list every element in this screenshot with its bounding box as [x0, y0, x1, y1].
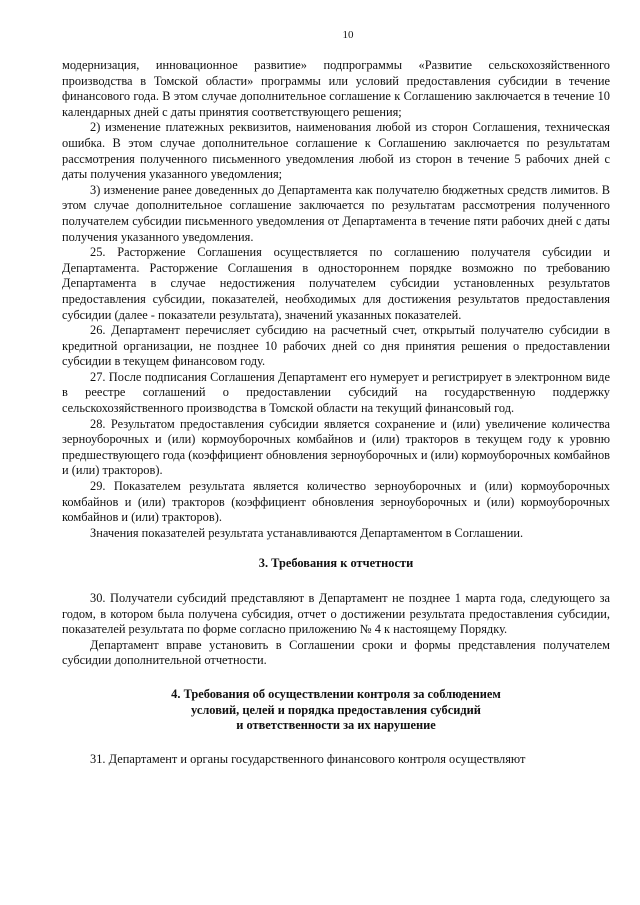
paragraph-31: 31. Департамент и органы государственного финансового контроля осуществляют [90, 751, 526, 766]
section-3-heading: 3. Требования к отчетности [258, 556, 414, 571]
body-top [62, 58, 610, 541]
section-4-heading-line-1: 4. Требования об осуществлении контроля за соблюдением [171, 686, 501, 701]
paragraph-29: 29. Показателем результата является количество зерноуборочных и (или) кормоуборочных комбайнов и (или) тракторов (коэффициент обновления зерноуборочных и (или) кормоуборочных комбайнов и (или) тракторов). [62, 479, 610, 525]
section-4-heading-line-3: и ответственности за их нарушение [236, 718, 436, 733]
page-number: 10 [342, 29, 354, 41]
paragraph-28: 28. Результатом предоставления субсидии является сохранение и (или) увеличение количества зерноуборочных и (или) кормоуборочных комбайнов и (или) тракторов в текущем году к уровню предшествующего года (коэффициент обновления зерноуборочных и (или) кормоуборочных комбайнов и (или) тракторов). [62, 416, 610, 478]
body-bottom [62, 752, 610, 768]
body-mid [62, 591, 610, 669]
paragraph-29-values: Значения показателей результата устанавливаются Департаментом в Соглашении. [90, 525, 524, 540]
section-4-heading-line-2: условий, целей и порядка предоставления субсидий [191, 702, 481, 717]
paragraph-30-deadlines: Департамент вправе установить в Соглашении сроки и формы представления получателем субсидии дополнительной отчетности. [62, 637, 610, 668]
paragraph-26: 26. Департамент перечисляет субсидию на расчетный счет, открытый получателю субсидии в кредитной организации, не позднее 10 рабочих дней со дня принятия решения о предоставлении субсидии в текущем финансовом году. [62, 323, 610, 369]
paragraph-item-3: 3) изменение ранее доведенных до Департамента как получателю бюджетных средств лимитов. В этом случае дополнительное соглашение заключается по результатам рассмотрения полученного получателем субсидии письменного уведомления от Департамента в течение пяти рабочих дней с даты получения указанного уведомления. [62, 182, 610, 244]
paragraph-continuation: модернизация, инновационное развитие» подпрограммы «Развитие сельскохозяйственного производства в Томской области» программы или условий предоставления субсидии в течение финансового года. В этом случае дополнительное соглашение к Соглашению заключается в течение 10 календарных дней с даты принятия соответствующего решения; [62, 58, 610, 119]
section-4-heading [62, 687, 610, 734]
paragraph-item-2: 2) изменение платежных реквизитов, наименования любой из сторон Соглашения, техническая ошибка. В этом случае дополнительное соглашение к Соглашению заключается по результатам рассмотрения полученного письменного уведомления любой из сторон в течение 5 рабочих дней с даты получения указанного уведомления; [62, 120, 610, 182]
paragraph-30: 30. Получатели субсидий представляют в Департамент не позднее 1 марта года, следующего за годом, в котором была получена субсидия, отчет о достижении результата предоставления субсидии, показателей результата по форме согласно приложению № 4 к настоящему Порядку. [62, 591, 610, 637]
paragraph-25: 25. Расторжение Соглашения осуществляется по соглашению получателя субсидии и Департамента. Расторжение Соглашения в одностороннем порядке возможно по требованию Департамента в случае недостижения получателем субсидии установленных результатов предоставления субсидии, показателей, необходимых для достижения результатов предоставления субсидии (далее - показатели результата), значений указанных показателей. [62, 245, 610, 322]
paragraph-27: 27. После подписания Соглашения Департамент его нумерует и регистрирует в электронном виде в реестре соглашений о предоставлении субсидий на государственную поддержку сельскохозяйственного производства в Томской области на текущий финансовый год. [62, 369, 610, 416]
